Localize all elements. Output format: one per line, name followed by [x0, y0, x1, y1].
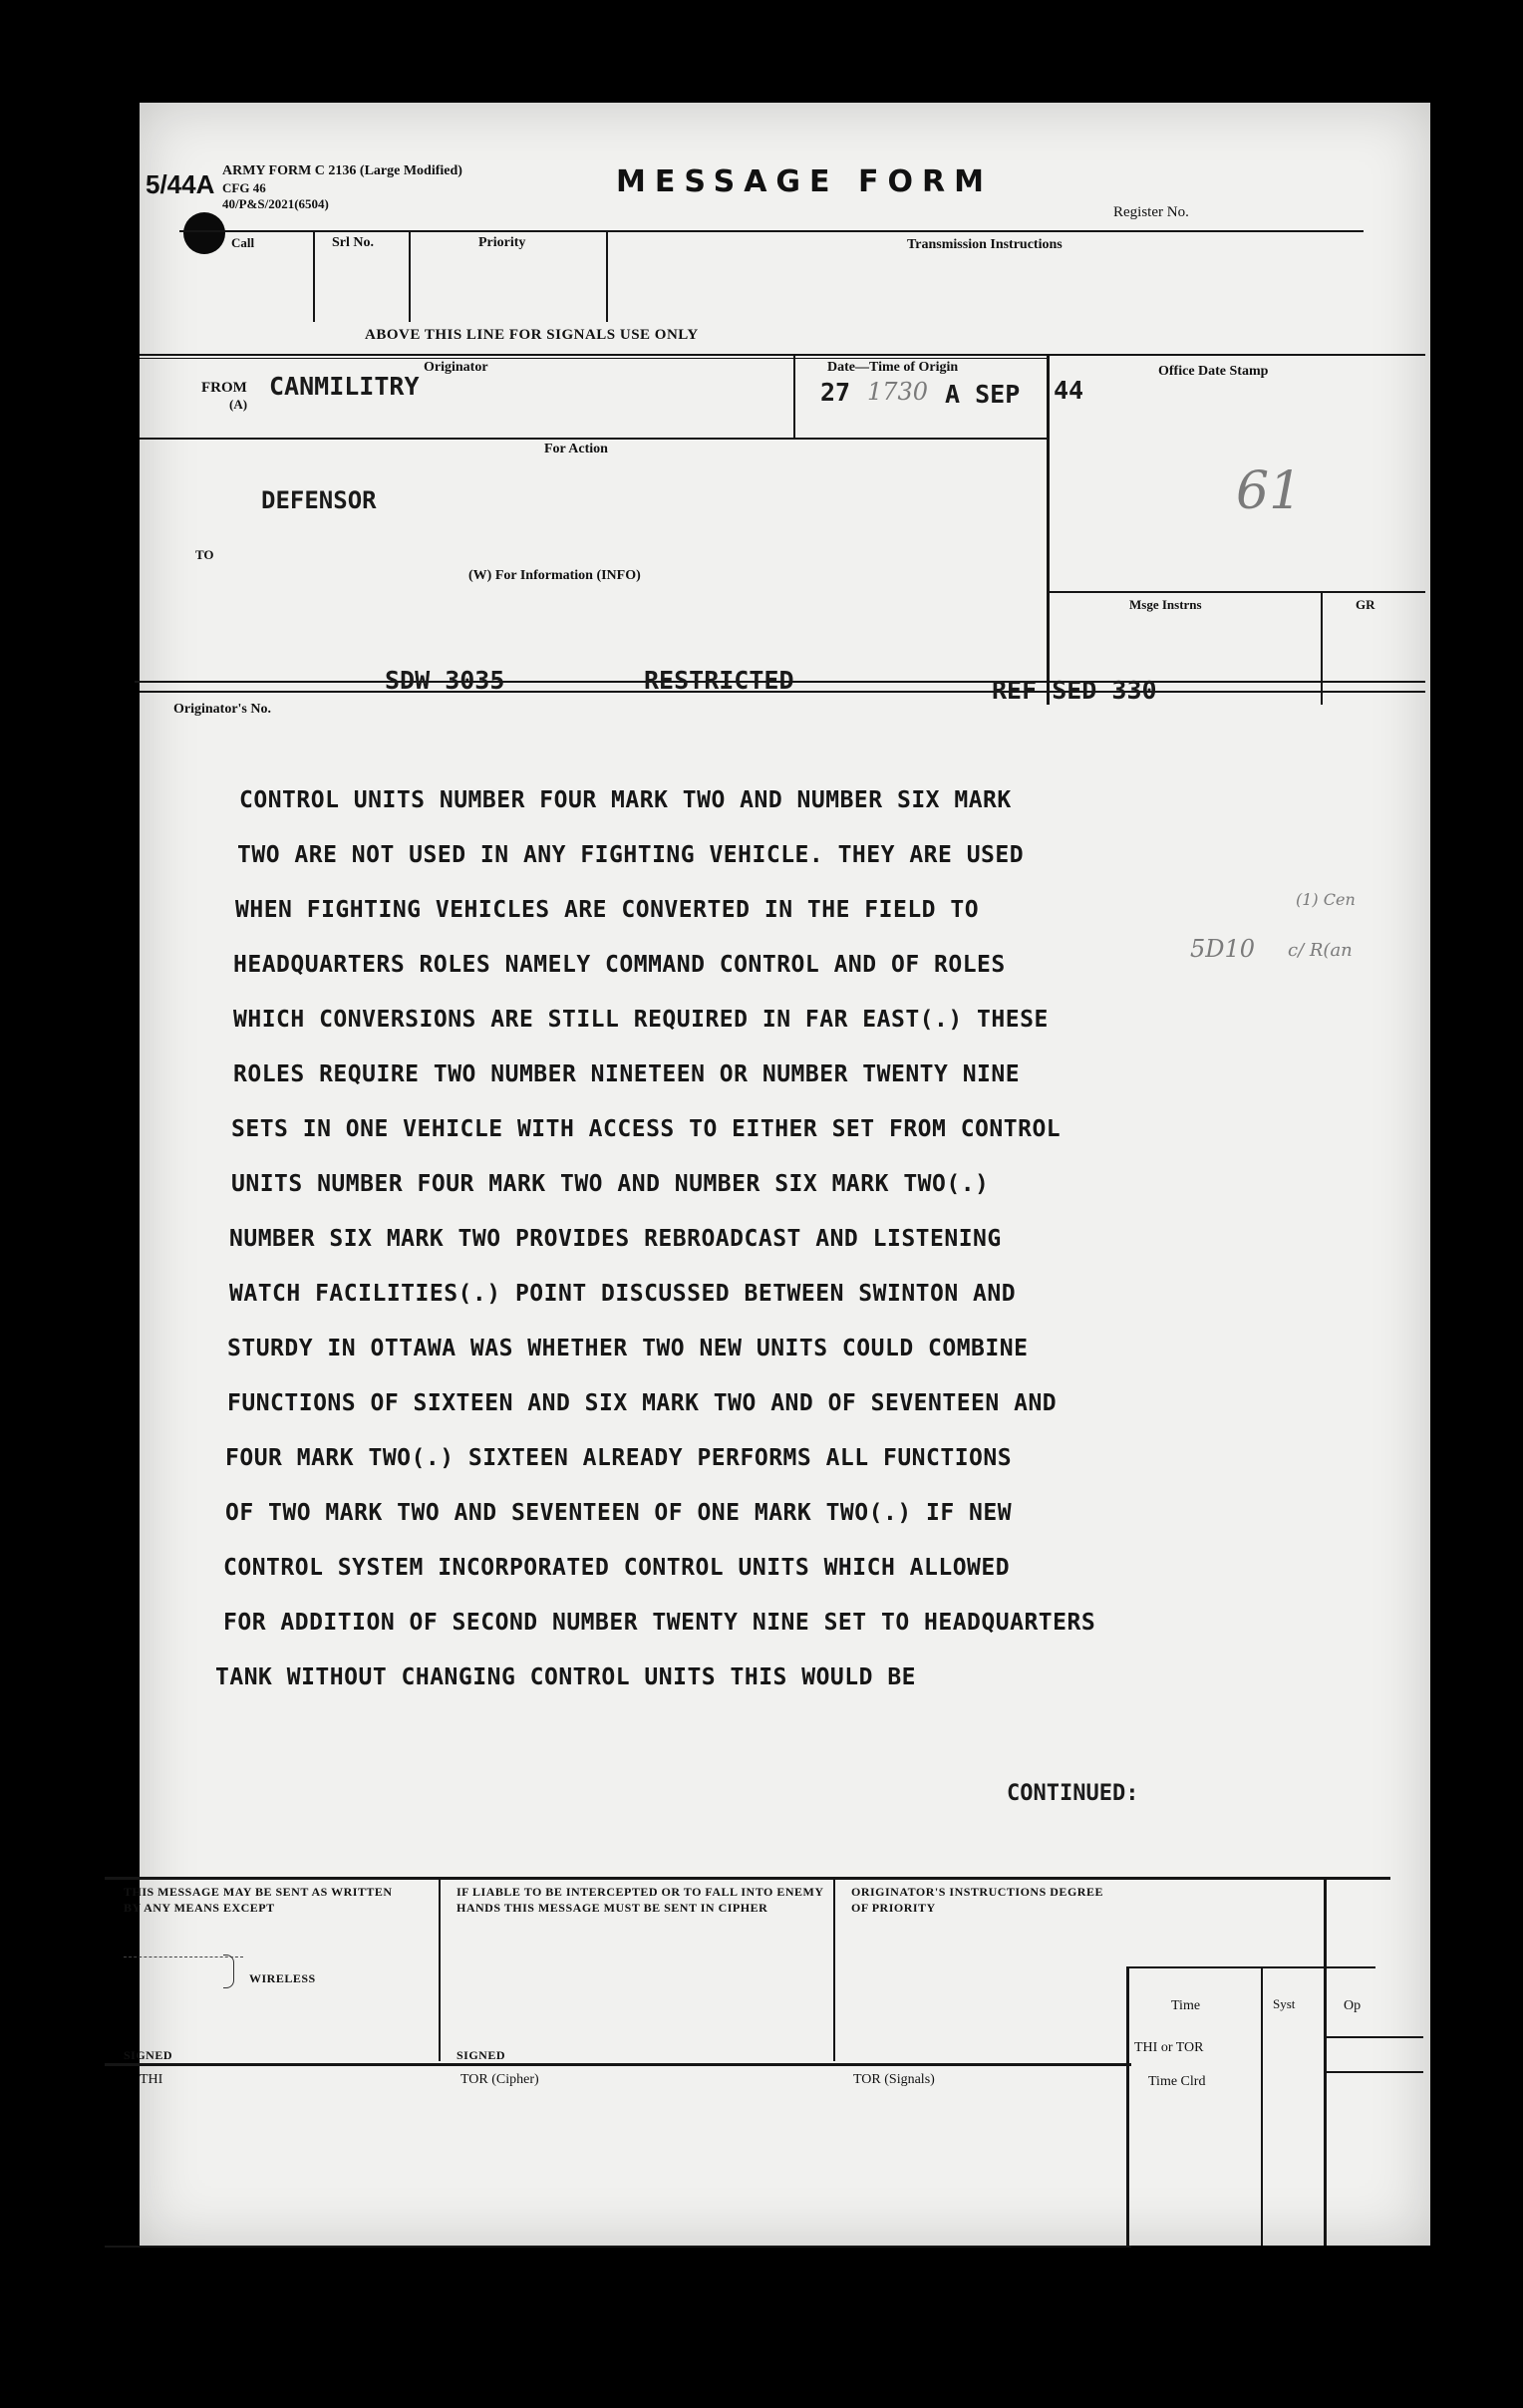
register-label: Register No.: [1113, 204, 1189, 220]
margin-note-3: c/ R(an: [1288, 940, 1353, 961]
body-line: FUNCTIONS OF SIXTEEN AND SIX MARK TWO AND OF SEVENTEEN AND: [227, 1390, 1058, 1416]
body-line: ROLES REQUIRE TWO NUMBER NINETEEN OR NUMBER TWENTY NINE: [233, 1061, 1021, 1087]
punch-hole: [183, 212, 225, 254]
info-label: (W) For Information (INFO): [468, 568, 641, 583]
year-value: 44: [1054, 376, 1084, 405]
originator-label: Originator: [424, 360, 488, 375]
body-line: UNITS NUMBER FOUR MARK TWO AND NUMBER SIX MARK TWO(.): [231, 1171, 990, 1197]
body-line: HEADQUARTERS ROLES NAMELY COMMAND CONTROL AND OF ROLES: [233, 952, 1006, 978]
form-name: ARMY FORM C 2136 (Large Modified): [222, 163, 462, 178]
from-label: FROM: [201, 380, 247, 396]
continued-label: CONTINUED:: [1007, 1781, 1139, 1806]
sent-as-written-text: THIS MESSAGE MAY BE SENT AS WRITTEN BY ANY MEANS EXCEPT: [124, 1885, 393, 1915]
body-line: FOR ADDITION OF SECOND NUMBER TWENTY NINE SET TO HEADQUARTERS: [223, 1610, 1096, 1636]
gr-label: GR: [1356, 597, 1375, 612]
thi-label: THI: [140, 2072, 163, 2087]
form-id: 5/44A: [146, 169, 215, 199]
tor-signals-label: TOR (Signals): [853, 2072, 935, 2087]
wireless-label: WIRELESS: [249, 1971, 316, 1985]
body-line: CONTROL SYSTEM INCORPORATED CONTROL UNITS WHICH ALLOWED: [223, 1555, 1011, 1581]
body-line: STURDY IN OTTAWA WAS WHETHER TWO NEW UNITS COULD COMBINE: [227, 1336, 1029, 1361]
body-line: SETS IN ONE VEHICLE WITH ACCESS TO EITHER SET FROM CONTROL: [231, 1116, 1062, 1142]
above-line-text: ABOVE THIS LINE FOR SIGNALS USE ONLY: [365, 327, 699, 343]
body-line: NUMBER SIX MARK TWO PROVIDES REBROADCAST AND LISTENING: [229, 1226, 1002, 1252]
margin-note-2: (1) Cen: [1296, 890, 1356, 909]
transmission-label: Transmission Instructions: [907, 237, 1063, 252]
body-line: OF TWO MARK TWO AND SEVENTEEN OF ONE MARK TWO(.) IF NEW: [225, 1500, 1013, 1526]
stamp-mark: 61: [1236, 461, 1303, 521]
time-value: 1730: [867, 378, 929, 406]
date-label: Date—Time of Origin: [827, 360, 959, 375]
form-ref: 40/P&S/2021(6504): [222, 196, 329, 211]
originator-no-label: Originator's No.: [173, 702, 271, 717]
classification: RESTRICTED: [644, 666, 794, 695]
office-stamp-label: Office Date Stamp: [1158, 364, 1269, 379]
signed-label: SIGNED: [124, 2048, 173, 2062]
body-line: FOUR MARK TWO(.) SIXTEEN ALREADY PERFORMS ALL FUNCTIONS: [225, 1445, 1013, 1471]
call-label: Call: [231, 235, 255, 250]
originator-instructions: ORIGINATOR'S INSTRUCTIONS DEGREE OF PRIORITY: [851, 1885, 1103, 1915]
syst-label: Syst: [1273, 1996, 1296, 2011]
to-label: TO: [195, 547, 214, 562]
form-code: CFG 46: [222, 180, 266, 195]
body-line: CONTROL UNITS NUMBER FOUR MARK TWO AND NUMBER SIX MARK: [239, 787, 1012, 813]
originator-no: SDW 3035: [385, 666, 505, 695]
tor-cipher-label: TOR (Cipher): [460, 2072, 539, 2087]
body-line: WHEN FIGHTING VEHICLES ARE CONVERTED IN THE FIELD TO: [235, 897, 980, 923]
body-line: WATCH FACILITIES(.) POINT DISCUSSED BETWEEN SWINTON AND: [229, 1281, 1017, 1307]
cipher-text: IF LIABLE TO BE INTERCEPTED OR TO FALL INTO ENEMY HANDS THIS MESSAGE MUST BE SENT IN CIPHER: [457, 1885, 824, 1915]
body-line: TWO ARE NOT USED IN ANY FIGHTING VEHICLE. THEY ARE USED: [237, 842, 1025, 868]
date-value: 27: [820, 378, 851, 407]
thi-or-tor-label: THI or TOR: [1134, 2040, 1204, 2055]
op-label: Op: [1344, 1998, 1362, 2013]
ref-text: REF SED 330: [992, 676, 1157, 705]
brace: [223, 1955, 234, 1988]
time-cleared-label: Time Clrd: [1148, 2074, 1206, 2089]
for-action-label: For Action: [544, 442, 608, 456]
action-value: DEFENSOR: [261, 486, 377, 514]
time-label: Time: [1171, 1998, 1201, 2013]
margin-note-1: 5D10: [1190, 935, 1256, 963]
priority-label: Priority: [478, 235, 526, 250]
body-line: WHICH CONVERSIONS ARE STILL REQUIRED IN FAR EAST(.) THESE: [233, 1007, 1049, 1033]
msge-instrns-label: Msge Instrns: [1129, 597, 1202, 612]
month-value: A SEP: [945, 380, 1021, 409]
srl-label: Srl No.: [332, 235, 374, 250]
body-line: TANK WITHOUT CHANGING CONTROL UNITS THIS WOULD BE: [215, 1664, 917, 1690]
originator-value: CANMILITRY: [269, 372, 420, 401]
a-label: (A): [229, 397, 248, 412]
signed-label-2: SIGNED: [457, 2048, 506, 2062]
form-title: MESSAGE FORM: [616, 164, 993, 199]
message-form-page: [124, 103, 1430, 2246]
